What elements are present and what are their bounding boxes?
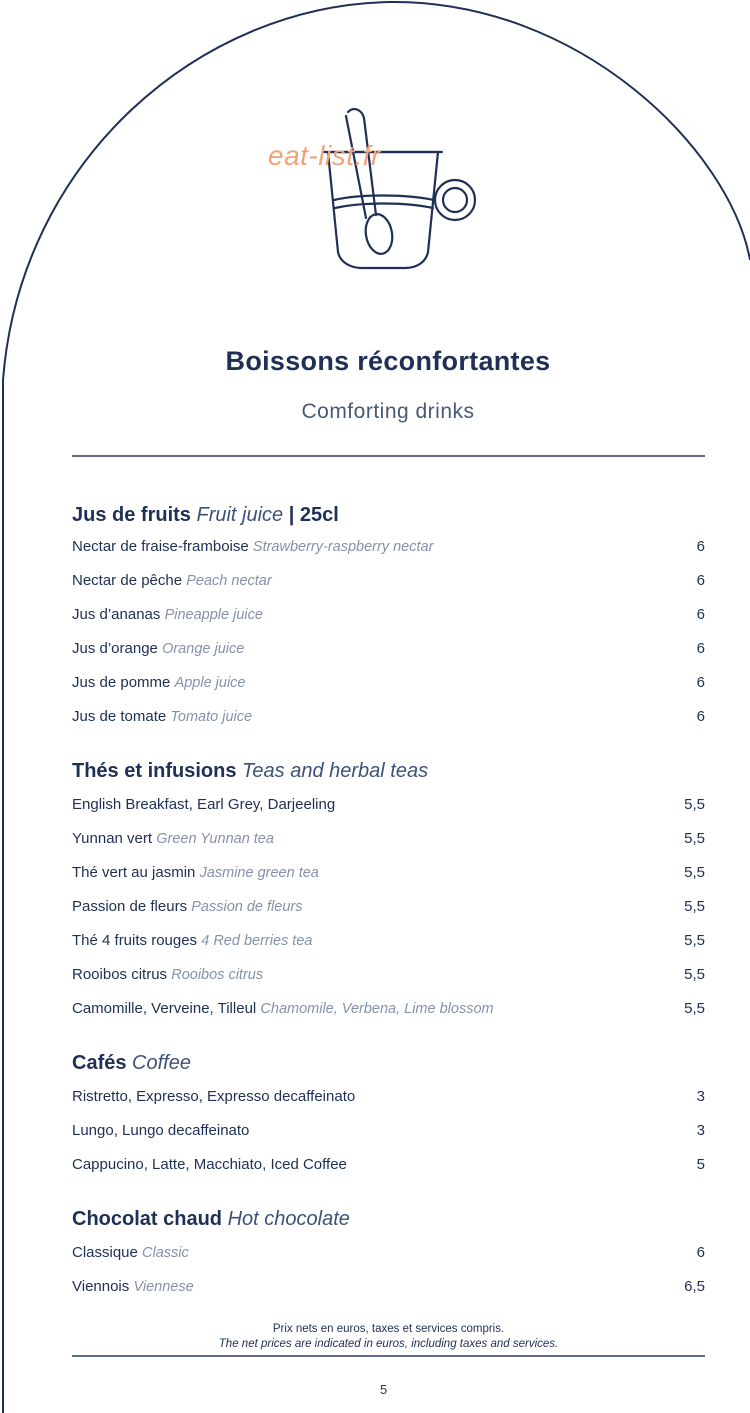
price: 5,5: [684, 898, 705, 915]
price-footnote: Prix nets en euros, taxes et services compris. The net prices are indicated in euros, including taxes and services.: [218, 1323, 559, 1350]
section-title: Chocolat chaud Hot chocolate: [72, 1208, 350, 1230]
menu-item: Ristretto, Expresso, Expresso decaffeinato 3: [72, 1088, 705, 1105]
price: 5,5: [684, 830, 705, 847]
menu-item: English Breakfast, Earl Grey, Darjeeling 5,5: [72, 796, 705, 813]
price: 5,5: [684, 966, 705, 983]
price: 3: [696, 1088, 705, 1105]
price: 6: [696, 1244, 705, 1261]
page-number: 5: [380, 1382, 388, 1397]
section-title: Thés et infusions Teas and herbal teas: [72, 760, 429, 782]
menu-item: Camomille, Verveine, Tilleul Chamomile, Verbena, Lime blossom 5,5: [72, 1000, 705, 1017]
tea-glass-icon: [310, 100, 485, 275]
price: 6: [696, 606, 705, 623]
price: 6: [696, 640, 705, 657]
page-subtitle: Comforting drinks: [301, 400, 475, 423]
section-fruit-juice: [72, 504, 705, 742]
price: 6: [696, 572, 705, 589]
price: 5: [696, 1156, 705, 1173]
price: 6: [696, 674, 705, 691]
price: 5,5: [684, 796, 705, 813]
price: 5,5: [684, 864, 705, 881]
section-coffee: [72, 1052, 705, 1190]
section-title: Jus de fruits Fruit juice | 25cl: [72, 504, 339, 526]
price: 3: [696, 1122, 705, 1139]
menu-item: Thé vert au jasmin Jasmine green tea 5,5: [72, 864, 705, 881]
menu-item: Rooibos citrus Rooibos citrus 5,5: [72, 966, 705, 983]
menu-item: Jus de pomme Apple juice 6: [72, 674, 705, 691]
price: 5,5: [684, 932, 705, 949]
menu-item: Passion de fleurs Passion de fleurs 5,5: [72, 898, 705, 915]
header-divider: [72, 455, 705, 457]
footer-divider: [72, 1355, 705, 1357]
menu-item: Nectar de pêche Peach nectar 6: [72, 572, 705, 589]
menu-item: Jus d’orange Orange juice 6: [72, 640, 705, 657]
price: 6,5: [684, 1278, 705, 1295]
section-hot-chocolate: [72, 1208, 705, 1312]
menu-item: Classique Classic 6: [72, 1244, 705, 1261]
watermark-text: eat-list.fr: [268, 140, 381, 171]
menu-item: Jus de tomate Tomato juice 6: [72, 708, 705, 725]
menu-item: Cappucino, Latte, Macchiato, Iced Coffee 5: [72, 1156, 705, 1173]
menu-item: Yunnan vert Green Yunnan tea 5,5: [72, 830, 705, 847]
section-teas: [72, 760, 705, 1034]
section-title: Cafés Coffee: [72, 1052, 191, 1074]
menu-item: Nectar de fraise-framboise Strawberry-raspberry nectar 6: [72, 538, 705, 555]
menu-item: Viennois Viennese 6,5: [72, 1278, 705, 1295]
menu-item: Thé 4 fruits rouges 4 Red berries tea 5,5: [72, 932, 705, 949]
menu-item: Lungo, Lungo decaffeinato 3: [72, 1122, 705, 1139]
price: 6: [696, 538, 705, 555]
menu-item: Jus d’ananas Pineapple juice 6: [72, 606, 705, 623]
price: 5,5: [684, 1000, 705, 1017]
price: 6: [696, 708, 705, 725]
page-title: Boissons réconfortantes: [225, 346, 551, 376]
